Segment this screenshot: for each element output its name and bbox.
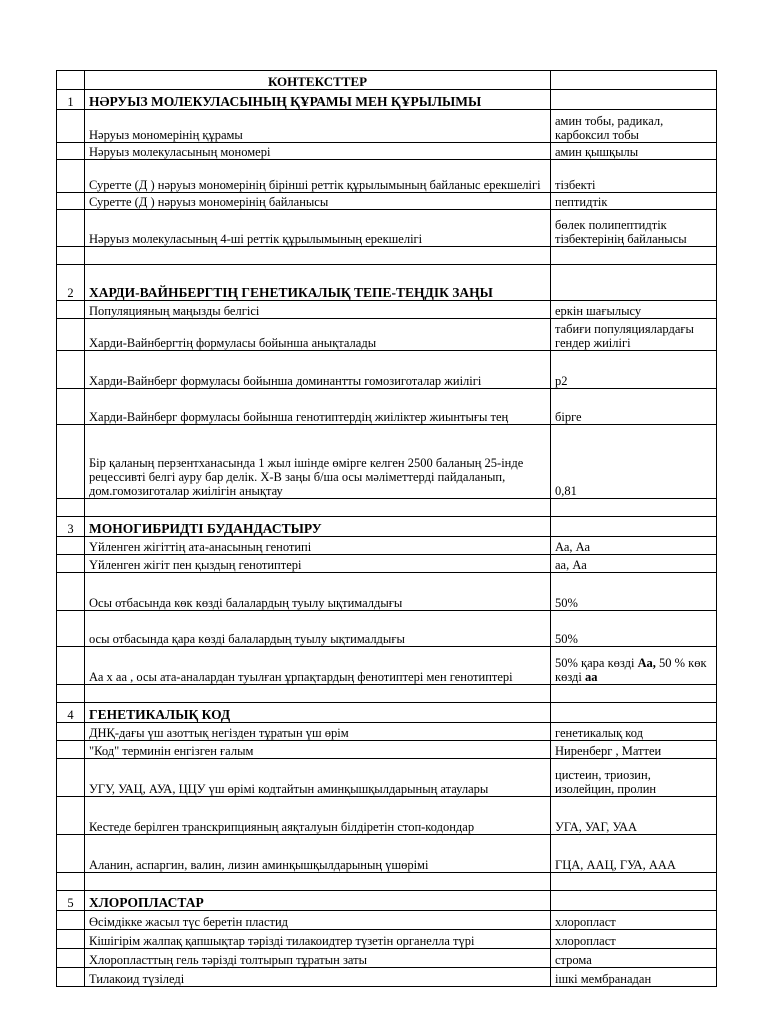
row-number (57, 968, 85, 987)
table-row (57, 143, 717, 160)
table-row (57, 389, 717, 425)
row-number (57, 723, 85, 741)
question-cell: Хлоропласттың гель тәрізді толтырып тұратын заты (85, 949, 551, 968)
spacer-row (57, 685, 717, 703)
answer-cell: Аа, Аа (551, 537, 717, 555)
section-row (57, 265, 717, 301)
row-number (57, 389, 85, 425)
row-number (57, 499, 85, 517)
row-number (57, 143, 85, 160)
row-number (57, 911, 85, 930)
question-cell: Үйленген жігіттің ата-анасының генотипі (85, 537, 551, 555)
question-cell: УГУ, УАЦ, АУА, ЦЦУ үш өрімі кодтайтын аминқышқылдарының атаулары (85, 759, 551, 797)
table-row (57, 301, 717, 319)
question-cell (85, 873, 551, 891)
answer-cell (551, 71, 717, 90)
section-heading: ГЕНЕТИКАЛЫҚ КОД (85, 703, 551, 723)
question-cell (85, 685, 551, 703)
answer-cell (551, 685, 717, 703)
question-cell: Аа х аа , осы ата-аналардан туылған ұрпақтардың фенотиптері мен генотиптері (85, 647, 551, 685)
table-row (57, 949, 717, 968)
table-row (57, 193, 717, 210)
answer-cell (551, 647, 717, 685)
row-number: 3 (57, 517, 85, 537)
row-number: 2 (57, 265, 85, 301)
question-cell: Кішігірім жалпақ қапшықтар тәрізді тилакоидтер түзетін органелла түрі (85, 930, 551, 949)
question-cell: "Код" терминін енгізген ғалым (85, 741, 551, 759)
answer-cell: бөлек полипептидтік тізбектерінің байланысы (551, 210, 717, 247)
answer-cell: аа, Аа (551, 555, 717, 573)
row-number (57, 873, 85, 891)
table-row (57, 611, 717, 647)
answer-cell: еркін шағылысу (551, 301, 717, 319)
question-cell: Нәруыз молекуласының мономері (85, 143, 551, 160)
spacer-row (57, 873, 717, 891)
answer-cell: p2 (551, 351, 717, 389)
table-title: КОНТЕКСТТЕР (85, 71, 551, 90)
row-number (57, 160, 85, 193)
row-number (57, 573, 85, 611)
table-row (57, 425, 717, 499)
row-number (57, 611, 85, 647)
section-heading: ХЛОРОПЛАСТАР (85, 891, 551, 911)
table-row (57, 723, 717, 741)
question-cell (85, 499, 551, 517)
question-cell: Нәруыз молекуласының 4-ші реттік құрылымының ерекшелігі (85, 210, 551, 247)
section-row (57, 703, 717, 723)
answer-cell (551, 247, 717, 265)
table-row (57, 930, 717, 949)
question-cell: осы отбасында қара көзді балалардың туылу ықтималдығы (85, 611, 551, 647)
row-number (57, 210, 85, 247)
answer-cell: 0,81 (551, 425, 717, 499)
table-header-row (57, 71, 717, 90)
table-row (57, 160, 717, 193)
answer-cell: генетикалық код (551, 723, 717, 741)
row-number (57, 930, 85, 949)
question-cell: Аланин, аспаргин, валин, лизин аминқышқылдарының үшөрімі (85, 835, 551, 873)
question-cell: Бір қаланың перзентханасында 1 жыл ішінде өмірге келген 2500 баланың 25-інде рецессивті белгі ауру бар делік. Х-В заңы б/ша осы мәліметтерді пайдаланып, дом.гомозиготалар жиілігін анықтау (85, 425, 551, 499)
question-cell: Осы отбасында көк көзді балалардың туылу ықтималдығы (85, 573, 551, 611)
answer-cell: 50% (551, 611, 717, 647)
table-row (57, 835, 717, 873)
question-cell: Өсімдікке жасыл түс беретін пластид (85, 911, 551, 930)
table-row (57, 573, 717, 611)
answer-cell: пептидтік (551, 193, 717, 210)
row-number (57, 425, 85, 499)
question-cell: ДНҚ-дағы үш азоттық негізден тұратын үш өрім (85, 723, 551, 741)
table-row (57, 110, 717, 143)
answer-cell (551, 873, 717, 891)
contexts-table (56, 70, 717, 987)
question-cell: Тилакоид түзіледі (85, 968, 551, 987)
table-row (57, 647, 717, 685)
question-cell: Суретте (Д ) нәруыз мономерінің бірінші реттік құрылымының байланыс ерекшелігі (85, 160, 551, 193)
num-cell (57, 71, 85, 90)
answer-text: 50 % көк көзді (555, 656, 707, 684)
answer-cell: Ниренберг , Маттеи (551, 741, 717, 759)
section-row (57, 517, 717, 537)
row-number (57, 835, 85, 873)
answer-text: 50% қара көзді (555, 656, 638, 670)
row-number: 5 (57, 891, 85, 911)
question-cell: Харди-Вайнберг формуласы бойынша доминантты гомозиготалар жиілігі (85, 351, 551, 389)
spacer-row (57, 247, 717, 265)
spacer-row (57, 499, 717, 517)
row-number (57, 949, 85, 968)
answer-cell: хлоропласт (551, 911, 717, 930)
answer-genotype-bold: Аа, (637, 656, 656, 670)
row-number (57, 685, 85, 703)
row-number (57, 759, 85, 797)
answer-cell: бірге (551, 389, 717, 425)
row-number (57, 555, 85, 573)
question-cell: Нәруыз мономерінің құрамы (85, 110, 551, 143)
table-row (57, 210, 717, 247)
table-row (57, 968, 717, 987)
row-number (57, 647, 85, 685)
row-number (57, 247, 85, 265)
table-row (57, 911, 717, 930)
table-row (57, 759, 717, 797)
table-row (57, 797, 717, 835)
answer-cell: 50% (551, 573, 717, 611)
row-number: 1 (57, 90, 85, 110)
section-heading: НӘРУЫЗ МОЛЕКУЛАСЫНЫҢ ҚҰРАМЫ МЕН ҚҰРЫЛЫМЫ (85, 90, 551, 110)
answer-cell: УГА, УАГ, УАА (551, 797, 717, 835)
table-row (57, 741, 717, 759)
answer-cell (551, 265, 717, 301)
table-row (57, 537, 717, 555)
answer-cell: амин қышқылы (551, 143, 717, 160)
section-heading: МОНОГИБРИДТІ БУДАНДАСТЫРУ (85, 517, 551, 537)
answer-cell: строма (551, 949, 717, 968)
question-cell: Популяцияның маңызды белгісі (85, 301, 551, 319)
answer-cell: тізбекті (551, 160, 717, 193)
row-number (57, 537, 85, 555)
row-number (57, 797, 85, 835)
row-number: 4 (57, 703, 85, 723)
table-row (57, 555, 717, 573)
answer-cell: цистеин, триозин, изолейцин, пролин (551, 759, 717, 797)
table-row (57, 351, 717, 389)
section-heading: ХАРДИ-ВАЙНБЕРГТІҢ ГЕНЕТИКАЛЫҚ ТЕПЕ-ТЕҢДІК ЗАҢЫ (85, 265, 551, 301)
question-cell: Кестеде берілген транскрипцияның аяқталуын білдіретін стоп-кодондар (85, 797, 551, 835)
row-number (57, 301, 85, 319)
answer-cell (551, 891, 717, 911)
answer-cell: хлоропласт (551, 930, 717, 949)
answer-cell: ішкі мембранадан (551, 968, 717, 987)
answer-cell: амин тобы, радикал, карбоксил тобы (551, 110, 717, 143)
answer-cell (551, 499, 717, 517)
table-row (57, 319, 717, 351)
question-cell (85, 247, 551, 265)
row-number (57, 741, 85, 759)
row-number (57, 351, 85, 389)
question-cell: Харди-Вайнбергтің формуласы бойынша анықталады (85, 319, 551, 351)
question-cell: Харди-Вайнберг формуласы бойынша генотиптердің жиіліктер жиынтығы тең (85, 389, 551, 425)
answer-cell: ГЦА, ААЦ, ГУА, ААА (551, 835, 717, 873)
section-row (57, 891, 717, 911)
answer-cell (551, 90, 717, 110)
answer-cell (551, 517, 717, 537)
question-cell: Суретте (Д ) нәруыз мономерінің байланысы (85, 193, 551, 210)
row-number (57, 110, 85, 143)
answer-genotype-bold: аа (585, 670, 598, 684)
row-number (57, 193, 85, 210)
section-row (57, 90, 717, 110)
question-cell: Үйленген жігіт пен қыздың генотиптері (85, 555, 551, 573)
row-number (57, 319, 85, 351)
answer-cell: табиғи популяциялардағы гендер жиілігі (551, 319, 717, 351)
answer-cell (551, 703, 717, 723)
